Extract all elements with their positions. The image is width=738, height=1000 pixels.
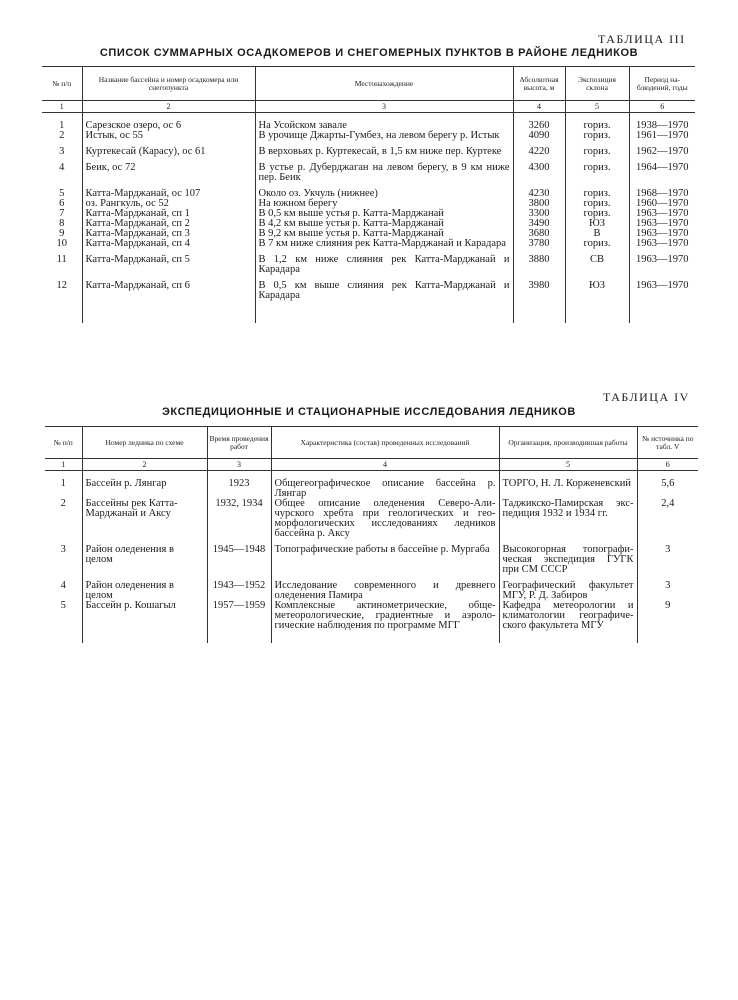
research-characteristic: Топографические работы в бассейне р. Мургаба	[271, 539, 499, 575]
slope-exposure: гориз.	[565, 121, 629, 131]
slope-exposure: ЮЗ	[565, 275, 629, 301]
slope-exposure: гориз.	[565, 157, 629, 183]
table-4	[45, 426, 698, 643]
source-number: 3	[637, 575, 698, 601]
source-number: 2,4	[637, 499, 698, 539]
work-time: 1943—1952	[207, 575, 271, 601]
observation-period: 1938—1970	[629, 121, 695, 131]
row-number: 3	[60, 544, 66, 555]
row-number: 5	[59, 188, 65, 199]
slope-exposure: гориз.	[565, 141, 629, 157]
table-row	[42, 131, 695, 141]
absolute-height: 3880	[513, 249, 565, 275]
absolute-height: 3980	[513, 275, 565, 301]
observation-period: 1964—1970	[629, 157, 695, 183]
t4-colnum: 2	[82, 459, 207, 471]
table-3-label: ТАБЛИЦА III	[598, 32, 686, 46]
research-characteristic: Комплексные актинометрические, общеметеорологические, градиентные и аэрологические наблюдения по программе МГГ	[271, 601, 499, 631]
location: На Усойском завале	[255, 121, 513, 131]
slope-exposure: гориз.	[565, 239, 629, 249]
basin-gauge-name: Катта-Марджанай, сп 4	[82, 239, 255, 249]
row-number: 1	[59, 120, 65, 131]
table-row	[45, 575, 698, 601]
basin-gauge-name: Катта-Марджанай, сп 3	[82, 229, 255, 239]
table-row	[42, 141, 695, 157]
table-row	[42, 249, 695, 275]
source-number: 5,6	[637, 479, 698, 499]
work-time: 1923	[207, 479, 271, 499]
t3-colnum: 1	[42, 101, 82, 113]
observation-period: 1962—1970	[629, 141, 695, 157]
basin-gauge-name: Катта-Марджанай, сп 2	[82, 219, 255, 229]
observation-period: 1963—1970	[629, 249, 695, 275]
absolute-height: 3300	[513, 209, 565, 219]
organization: Высокогорная топографическая экспедиция ГУГК при СМ СССР	[499, 539, 637, 575]
source-number: 9	[637, 601, 698, 631]
row-number: 8	[59, 218, 65, 229]
t3-colnum: 2	[82, 101, 255, 113]
location: На южном берегу	[255, 199, 513, 209]
work-time: 1932, 1934	[207, 499, 271, 539]
slope-exposure: гориз.	[565, 199, 629, 209]
t3-header-location: Местонахождение	[255, 67, 513, 101]
row-number: 6	[59, 198, 65, 209]
row-number: 11	[56, 254, 67, 265]
row-number: 7	[59, 208, 65, 219]
basin-gauge-name: Куртекесай (Карасу), ос 61	[82, 141, 255, 157]
location: В 9,2 км выше устья р. Катта-Марджанай	[255, 229, 513, 239]
row-number: 12	[56, 280, 67, 291]
t4-header-glacier: Номер ледника по схеме	[82, 427, 207, 459]
table-3	[42, 66, 695, 323]
location: В урочище Джарты-Гумбез, на левом берегу р. Истык	[255, 131, 513, 141]
basin-gauge-name: Катта-Марджанай, сп 1	[82, 209, 255, 219]
t3-colnum: 5	[565, 101, 629, 113]
table-row	[45, 499, 698, 539]
table-row	[42, 157, 695, 183]
t4-colnum: 1	[45, 459, 82, 471]
row-number: 3	[59, 146, 65, 157]
basin-gauge-name: Катта-Марджанай, ос 107	[82, 183, 255, 199]
t3-colnum: 3	[255, 101, 513, 113]
work-time: 1957—1959	[207, 601, 271, 631]
t3-header-name: Название бассейна и номер осадкомера или снегопункта	[82, 67, 255, 101]
t4-colnum: 4	[271, 459, 499, 471]
work-time: 1945—1948	[207, 539, 271, 575]
basin-gauge-name: Катта-Марджанай, сп 5	[82, 249, 255, 275]
basin-gauge-name: Беик, ос 72	[82, 157, 255, 183]
observation-period: 1963—1970	[629, 209, 695, 219]
glacier-name: Бассейн р. Лянгар	[82, 479, 207, 499]
table-row	[45, 479, 698, 499]
observation-period: 1963—1970	[629, 239, 695, 249]
observation-period: 1963—1970	[629, 229, 695, 239]
row-number: 5	[60, 600, 66, 611]
absolute-height: 4090	[513, 131, 565, 141]
row-number: 9	[59, 228, 65, 239]
table-3-title: СПИСОК СУММАРНЫХ ОСАДКОМЕРОВ И СНЕГОМЕРНЫХ ПУНКТОВ В РАЙОНЕ ЛЕДНИКОВ	[99, 47, 639, 59]
research-characteristic: Общее описание оледенения Северо-Аличурского хребта при геологических и геоморфологических исследованиях ледников бассейна р. Аксу	[271, 499, 499, 539]
row-number: 4	[60, 580, 66, 591]
location: В 7 км ниже слияния рек Катта-Марджанай и Карадара	[255, 239, 513, 249]
t3-header-period: Период наблюдений, годы	[629, 67, 695, 101]
slope-exposure: гориз.	[565, 209, 629, 219]
absolute-height: 3490	[513, 219, 565, 229]
basin-gauge-name: Истык, ос 55	[82, 131, 255, 141]
basin-gauge-name: оз. Рангкуль, ос 52	[82, 199, 255, 209]
t4-header-num: № п/п	[45, 427, 82, 459]
glacier-name: Бассейн р. Кошагыл	[82, 601, 207, 631]
organization: Таджикско-Памирская экспедиция 1932 и 1934 гг.	[499, 499, 637, 539]
t4-colnum: 5	[499, 459, 637, 471]
absolute-height: 3780	[513, 239, 565, 249]
t3-colnum: 4	[513, 101, 565, 113]
organization: ТОРГО, Н. Л. Корженевский	[499, 479, 637, 499]
organization: Кафедра метеорологии и климатологии географического факультета МГУ	[499, 601, 637, 631]
research-characteristic: Исследование современного и древнего оледенения Памира	[271, 575, 499, 601]
absolute-height: 4220	[513, 141, 565, 157]
glacier-name: Бассейны рек Катта-Марджанай и Аксу	[82, 499, 207, 539]
research-characteristic: Общегеографическое описание бассейна р. Лянгар	[271, 479, 499, 499]
slope-exposure: гориз.	[565, 131, 629, 141]
absolute-height: 3260	[513, 121, 565, 131]
table-row	[45, 601, 698, 631]
location: В устье р. Дуберджаган на левом берегу, в 9 км ниже пер. Беик	[255, 157, 513, 183]
row-number: 10	[56, 238, 67, 249]
location: В 4,2 км выше устья р. Катта-Марджанай	[255, 219, 513, 229]
absolute-height: 3680	[513, 229, 565, 239]
t4-colnum: 6	[637, 459, 698, 471]
absolute-height: 3800	[513, 199, 565, 209]
table-row	[45, 539, 698, 575]
slope-exposure: ЮЗ	[565, 219, 629, 229]
observation-period: 1963—1970	[629, 275, 695, 301]
slope-exposure: гориз.	[565, 183, 629, 199]
table-4-label: ТАБЛИЦА IV	[603, 390, 690, 404]
absolute-height: 4300	[513, 157, 565, 183]
t3-colnum: 6	[629, 101, 695, 113]
glacier-name: Район оледенения в целом	[82, 575, 207, 601]
slope-exposure: СВ	[565, 249, 629, 275]
row-number: 2	[59, 130, 65, 141]
t4-header-time: Время проведения работ	[207, 427, 271, 459]
observation-period: 1960—1970	[629, 199, 695, 209]
observation-period: 1963—1970	[629, 219, 695, 229]
location: В верховьях р. Куртекесай, в 1,5 км ниже пер. Куртеке	[255, 141, 513, 157]
t4-header-characteristic: Характеристика (состав) проведенных исследований	[271, 427, 499, 459]
glacier-name: Район оледенения в целом	[82, 539, 207, 575]
t3-header-height: Абсолютная высота, м	[513, 67, 565, 101]
t4-colnum: 3	[207, 459, 271, 471]
slope-exposure: В	[565, 229, 629, 239]
row-number: 2	[60, 498, 66, 509]
row-number: 1	[60, 478, 66, 489]
location: В 0,5 км выше слияния рек Катта-Марджанай и Карадара	[255, 275, 513, 301]
table-row	[42, 275, 695, 301]
t3-header-exposure: Экспозиция склона	[565, 67, 629, 101]
basin-gauge-name: Сарезское озеро, ос 6	[82, 121, 255, 131]
table-4-title: ЭКСПЕДИЦИОННЫЕ И СТАЦИОНАРНЫЕ ИССЛЕДОВАНИЯ ЛЕДНИКОВ	[162, 406, 576, 418]
t4-header-org: Организация, производившая работы	[499, 427, 637, 459]
location: В 1,2 км ниже слияния рек Катта-Марджанай и Карадара	[255, 249, 513, 275]
location: В 0,5 км выше устья р. Катта-Марджанай	[255, 209, 513, 219]
absolute-height: 4230	[513, 183, 565, 199]
observation-period: 1961—1970	[629, 131, 695, 141]
organization: Географический факультет МГУ, Р. Д. Забиров	[499, 575, 637, 601]
source-number: 3	[637, 539, 698, 575]
row-number: 4	[59, 162, 65, 173]
table-row	[42, 239, 695, 249]
table-row	[42, 183, 695, 199]
observation-period: 1968—1970	[629, 183, 695, 199]
t4-header-source: № источника по табл. V	[637, 427, 698, 459]
location: Около оз. Укчуль (нижнее)	[255, 183, 513, 199]
basin-gauge-name: Катта-Марджанай, сп 6	[82, 275, 255, 301]
t3-header-num: № п/п	[42, 67, 82, 101]
